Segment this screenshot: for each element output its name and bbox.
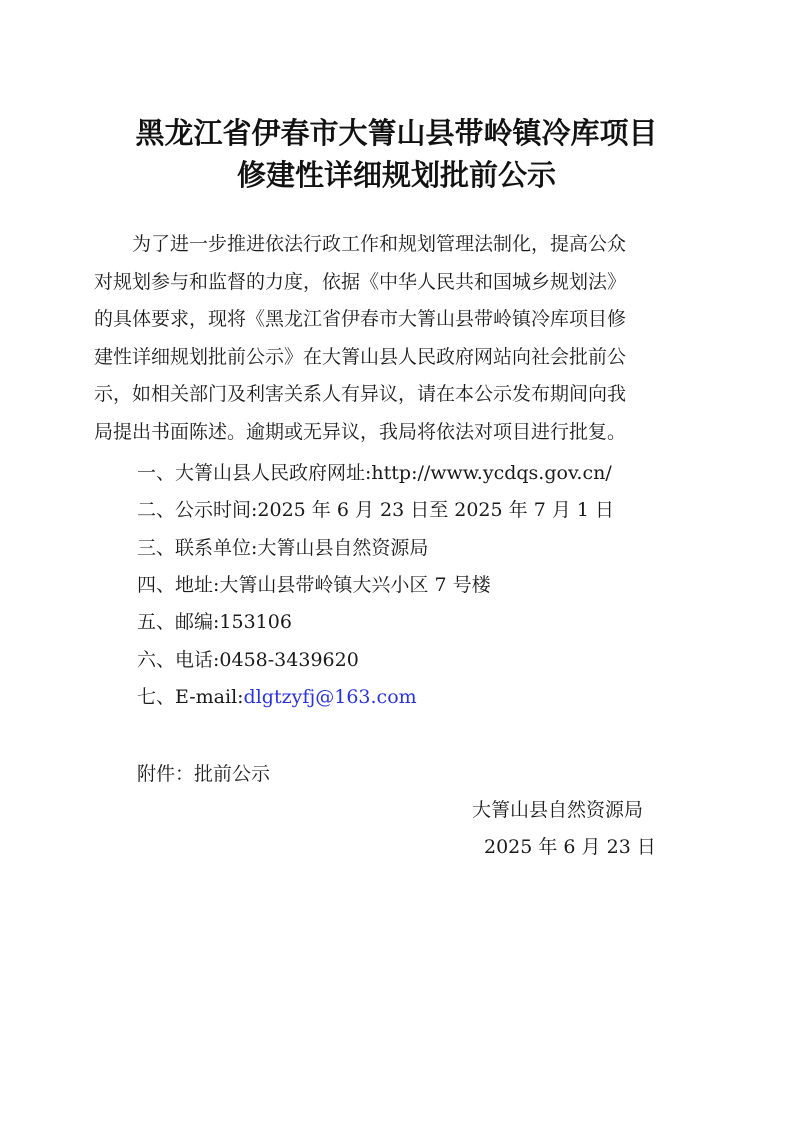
intro-line: 建性详细规划批前公示》在大箐山县人民政府网站向社会批前公 — [94, 345, 627, 368]
email-label: 七、E-mail: — [137, 686, 244, 708]
signature-organization: 大箐山县自然资源局 — [472, 799, 644, 821]
item-address: 四、地址:大箐山县带岭镇大兴小区 7 号楼 — [137, 574, 491, 596]
intro-line: 的具体要求，现将《黑龙江省伊春市大箐山县带岭镇冷库项目修 — [94, 308, 627, 330]
item-period: 二、公示时间:2025 年 6 月 23 日至 2025 年 7 月 1 日 — [137, 499, 614, 521]
document-title-line-1: 黑龙江省伊春市大箐山县带岭镇冷库项目 — [135, 116, 658, 150]
intro-paragraph — [94, 226, 699, 451]
item-postcode: 五、邮编:153106 — [137, 611, 292, 633]
item-contact-unit: 三、联系单位:大箐山县自然资源局 — [137, 537, 429, 559]
document-title-line-2: 修建性详细规划批前公示 — [236, 158, 556, 192]
item-website: 一、大箐山县人民政府网址:http://www.ycdqs.gov.cn/ — [137, 462, 612, 484]
item-phone: 六、电话:0458-3439620 — [137, 649, 359, 671]
signature-date: 2025 年 6 月 23 日 — [484, 836, 656, 858]
intro-line: 对规划参与和监督的力度，依据《中华人民共和国城乡规划法》 — [94, 270, 627, 293]
attachment-note: 附件：批前公示 — [137, 763, 271, 785]
intro-line: 为了进一步推进依法行政工作和规划管理法制化，提高公众 — [94, 233, 627, 255]
intro-line: 示，如相关部门及利害关系人有异议，请在本公示发布期间向我 — [94, 383, 627, 405]
intro-line: 局提出书面陈述。逾期或无异议，我局将依法对项目进行批复。 — [94, 420, 627, 443]
item-email — [137, 679, 417, 716]
email-link[interactable]: dlgtzyfj@163.com — [243, 686, 417, 708]
